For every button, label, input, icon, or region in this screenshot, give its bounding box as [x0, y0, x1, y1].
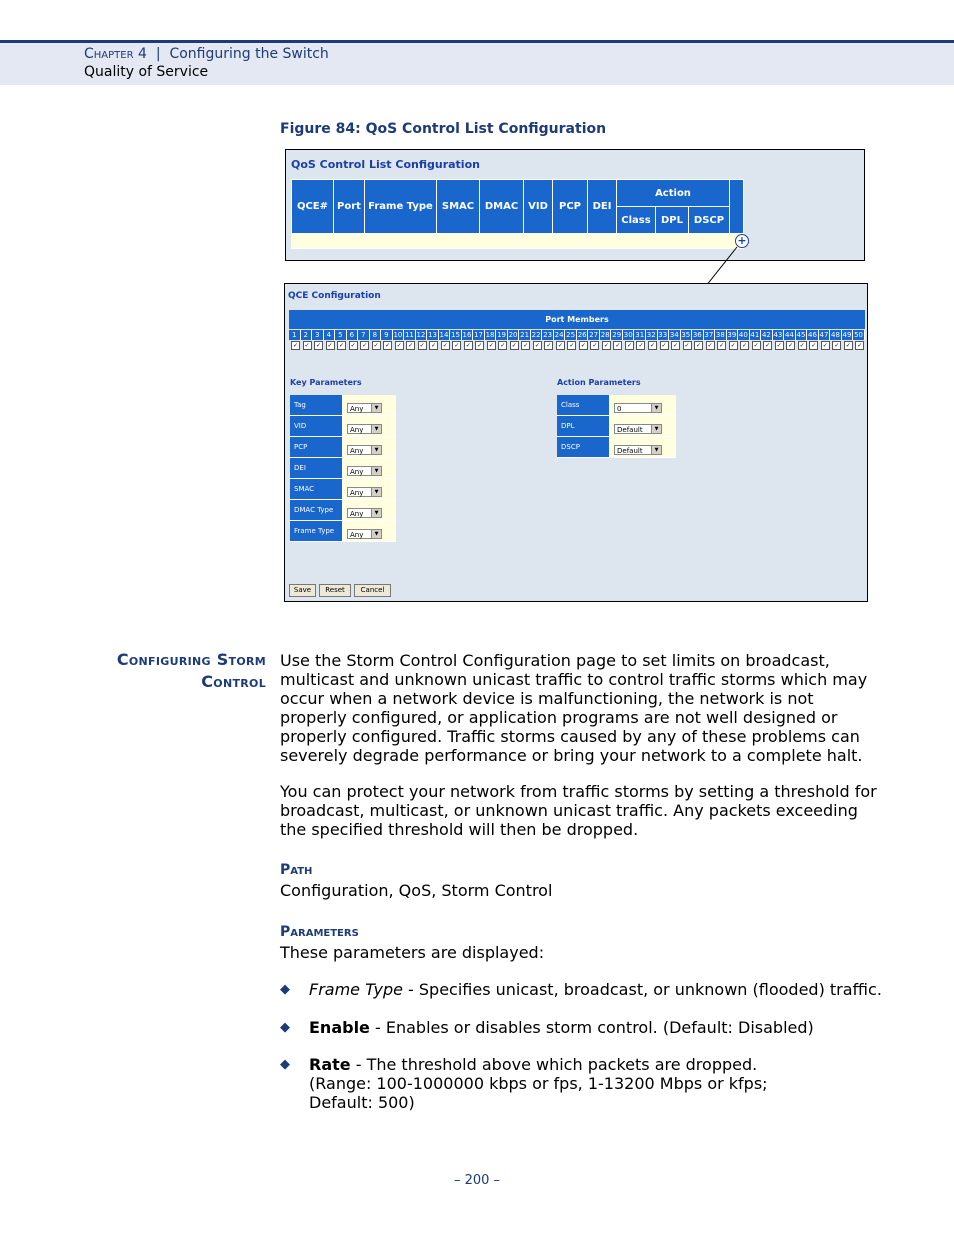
port-number: 15 — [451, 331, 460, 339]
port-checkbox[interactable]: ✓ — [765, 342, 771, 349]
port-number: 43 — [773, 331, 783, 339]
chevron-down-icon: ▼ — [371, 467, 381, 475]
port-number: 35 — [681, 331, 691, 339]
port-number: 28 — [600, 331, 610, 339]
port-checkbox[interactable]: ✓ — [673, 342, 679, 349]
port-checkbox[interactable]: ✓ — [442, 342, 448, 349]
panel-title: QCE Configuration — [288, 291, 381, 301]
port-number: 19 — [497, 331, 506, 339]
plus-circle-icon[interactable]: + — [735, 234, 749, 248]
chevron-down-icon: ▼ — [371, 509, 381, 517]
select-value: Any — [350, 446, 364, 455]
port-number-row — [289, 330, 865, 340]
port-number: 16 — [462, 331, 472, 339]
port-checkbox[interactable]: ✓ — [707, 342, 713, 349]
port-checkbox[interactable]: ✓ — [569, 342, 575, 349]
port-cell — [312, 341, 324, 350]
bullet-range: (Range: 100-1000000 kbps or fps, 1-13200 Mbps or kfps; — [309, 1074, 768, 1093]
port-checkbox[interactable]: ✓ — [396, 342, 402, 349]
port-checkbox[interactable]: ✓ — [419, 342, 425, 349]
parameter-row — [290, 416, 396, 437]
col-smac: SMAC — [437, 180, 480, 234]
port-cell — [634, 341, 646, 350]
action-parameters-title: Action Parameters — [557, 378, 641, 387]
chevron-down-icon: ▼ — [371, 425, 381, 433]
parameter-label: DEI — [290, 458, 343, 479]
intro-paragraph: Use the Storm Control Configuration page to set limits on broadcast, multicast and unknown unicast traffic to control traffic storms which may occur when a network device is malfunctioning, the network is not properly configured, or application programs are not well designed or properly configured. Traffic storms caused by any of these problems can severely degrade performance or bring your network to a complete halt. — [280, 651, 868, 765]
parameter-label: Frame Type — [290, 521, 343, 542]
action-parameters-table — [557, 395, 676, 458]
port-checkbox[interactable]: ✓ — [523, 342, 529, 349]
port-cell — [681, 341, 693, 350]
section-heading-line2: Control — [201, 672, 266, 691]
port-cell — [439, 341, 451, 350]
parameter-row — [290, 521, 396, 542]
port-cell — [462, 341, 474, 350]
chevron-down-icon: ▼ — [371, 446, 381, 454]
port-checkbox[interactable]: ✓ — [857, 342, 863, 349]
port-checkbox[interactable]: ✓ — [534, 342, 540, 349]
port-checkbox[interactable]: ✓ — [350, 342, 356, 349]
parameters-heading: Parameters — [280, 924, 359, 940]
port-number: 8 — [370, 330, 382, 340]
port-checkbox[interactable]: ✓ — [615, 342, 621, 349]
port-cell — [853, 341, 865, 350]
path-text: Configuration, QoS, Storm Control — [280, 881, 553, 900]
port-number: 9 — [381, 330, 393, 340]
port-checkbox-row — [289, 341, 865, 350]
port-number: 14 — [439, 331, 449, 339]
port-cell — [473, 341, 485, 350]
port-cell — [324, 341, 336, 350]
qce-configuration-panel — [284, 283, 868, 602]
port-checkbox[interactable]: ✓ — [684, 342, 690, 349]
port-cell — [669, 341, 681, 350]
port-checkbox[interactable]: ✓ — [638, 342, 644, 349]
chapter-title: Configuring the Switch — [169, 46, 329, 62]
port-cell — [715, 341, 727, 350]
port-checkbox[interactable]: ✓ — [788, 342, 794, 349]
port-cell — [761, 341, 773, 350]
port-number: 3 — [312, 330, 324, 340]
port-cell — [646, 341, 658, 350]
port-number: 44 — [784, 331, 794, 339]
port-cell — [738, 341, 750, 350]
port-number: 40 — [738, 331, 748, 339]
parameter-label: DSCP — [557, 437, 610, 458]
chevron-down-icon: ▼ — [651, 425, 661, 433]
port-cell — [842, 341, 854, 350]
port-cell — [704, 341, 716, 350]
parameter-select[interactable] — [347, 508, 382, 518]
chevron-down-icon: ▼ — [651, 404, 661, 412]
parameter-row — [290, 458, 396, 479]
port-number: 22 — [531, 331, 541, 339]
select-value: Any — [350, 404, 364, 413]
port-number: 25 — [566, 331, 576, 339]
port-cell — [658, 341, 670, 350]
col-dscp: DSCP — [689, 207, 730, 234]
col-frame-type: Frame Type — [365, 180, 437, 234]
bullet-default: Default: 500) — [309, 1093, 415, 1112]
parameter-label: Class — [557, 395, 610, 416]
port-cell — [301, 341, 313, 350]
port-checkbox[interactable]: ✓ — [431, 342, 437, 349]
parameter-select[interactable] — [614, 403, 662, 413]
port-number: 47 — [819, 331, 829, 339]
port-number: 1 — [289, 330, 301, 340]
parameter-row — [557, 395, 676, 416]
select-value: Any — [350, 530, 364, 539]
port-number: 18 — [485, 331, 495, 339]
chevron-down-icon: ▼ — [371, 404, 381, 412]
port-checkbox[interactable]: ✓ — [316, 342, 322, 349]
port-number: 48 — [831, 331, 840, 339]
port-checkbox[interactable]: ✓ — [500, 342, 506, 349]
col-class: Class — [617, 207, 656, 234]
port-number: 13 — [427, 331, 437, 339]
port-checkbox[interactable]: ✓ — [626, 342, 632, 349]
select-value: Any — [350, 509, 364, 518]
port-number: 38 — [715, 331, 725, 339]
port-cell — [727, 341, 739, 350]
port-cell — [542, 341, 554, 350]
port-cell — [370, 341, 382, 350]
port-cell — [508, 341, 520, 350]
port-cell — [692, 341, 704, 350]
port-checkbox[interactable]: ✓ — [799, 342, 805, 349]
select-value: Any — [350, 425, 364, 434]
col-port: Port — [334, 180, 365, 234]
port-number: 36 — [692, 331, 702, 339]
parameter-select[interactable] — [347, 445, 382, 455]
port-checkbox[interactable]: ✓ — [834, 342, 840, 349]
chevron-down-icon: ▼ — [371, 530, 381, 538]
port-checkbox[interactable]: ✓ — [730, 342, 736, 349]
port-number: 34 — [669, 331, 679, 339]
port-cell — [381, 341, 393, 350]
port-number: 4 — [324, 330, 336, 340]
port-cell — [531, 341, 543, 350]
port-cell — [773, 341, 785, 350]
port-checkbox[interactable]: ✓ — [511, 342, 517, 349]
parameter-select[interactable] — [614, 445, 662, 455]
port-number: 6 — [347, 330, 359, 340]
port-cell — [404, 341, 416, 350]
port-checkbox[interactable]: ✓ — [696, 342, 702, 349]
port-checkbox[interactable]: ✓ — [327, 342, 333, 349]
port-checkbox[interactable]: ✓ — [603, 342, 609, 349]
parameter-label: PCP — [290, 437, 343, 458]
port-checkbox[interactable]: ✓ — [719, 342, 725, 349]
port-cell — [565, 341, 577, 350]
port-checkbox[interactable]: ✓ — [580, 342, 586, 349]
port-cell — [750, 341, 762, 350]
parameter-select[interactable] — [347, 466, 382, 476]
parameter-row — [557, 437, 676, 458]
parameter-label: SMAC — [290, 479, 343, 500]
port-cell — [830, 341, 842, 350]
parameter-select[interactable] — [347, 529, 382, 539]
col-dpl: DPL — [656, 207, 689, 234]
port-checkbox[interactable]: ✓ — [546, 342, 552, 349]
col-dei: DEI — [588, 180, 617, 234]
port-number: 29 — [612, 331, 622, 339]
key-parameters-title: Key Parameters — [290, 378, 362, 387]
parameter-select[interactable] — [347, 487, 382, 497]
port-cell — [554, 341, 566, 350]
bullet-desc: - Specifies unicast, broadcast, or unknown (flooded) traffic. — [402, 980, 882, 999]
parameter-row — [290, 479, 396, 500]
port-number: 33 — [658, 331, 668, 339]
parameter-select[interactable] — [614, 424, 662, 434]
port-number: 5 — [335, 330, 347, 340]
port-checkbox[interactable]: ✓ — [811, 342, 817, 349]
port-checkbox[interactable]: ✓ — [304, 342, 310, 349]
save-button[interactable]: Save — [289, 584, 316, 597]
path-heading: Path — [280, 862, 313, 878]
port-cell — [796, 341, 808, 350]
figure-caption: Figure 84: QoS Control List Configuration — [280, 121, 607, 137]
port-cell — [289, 341, 301, 350]
reset-button[interactable]: Reset — [319, 584, 351, 597]
port-checkbox[interactable]: ✓ — [373, 342, 379, 349]
parameter-row — [290, 437, 396, 458]
port-number: 23 — [543, 331, 553, 339]
port-cell — [450, 341, 462, 350]
port-number: 21 — [520, 331, 530, 339]
port-number: 41 — [750, 331, 760, 339]
cancel-button[interactable]: Cancel — [354, 584, 391, 597]
port-cell — [485, 341, 497, 350]
port-number: 27 — [589, 331, 599, 339]
bullet-term: Enable — [309, 1018, 370, 1037]
port-checkbox[interactable]: ✓ — [776, 342, 782, 349]
port-checkbox[interactable]: ✓ — [408, 342, 414, 349]
diamond-bullet-icon: ◆ — [280, 1057, 290, 1072]
select-value: Any — [350, 488, 364, 497]
port-checkbox[interactable]: ✓ — [454, 342, 460, 349]
parameters-intro: These parameters are displayed: — [280, 943, 545, 962]
port-checkbox[interactable]: ✓ — [845, 342, 851, 349]
select-value: Default — [617, 446, 643, 455]
parameter-label: DPL — [557, 416, 610, 437]
port-cell — [358, 341, 370, 350]
port-checkbox[interactable]: ✓ — [592, 342, 598, 349]
port-checkbox[interactable]: ✓ — [557, 342, 563, 349]
port-checkbox[interactable]: ✓ — [488, 342, 494, 349]
port-number: 45 — [796, 331, 806, 339]
select-value: Default — [617, 425, 643, 434]
select-value: 0 — [617, 404, 622, 413]
section-name: Quality of Service — [84, 64, 209, 80]
panel-title: QoS Control List Configuration — [291, 158, 480, 171]
col-action: Action — [617, 180, 730, 207]
chevron-down-icon: ▼ — [371, 488, 381, 496]
port-checkbox[interactable]: ✓ — [362, 342, 368, 349]
port-number: 17 — [474, 331, 483, 339]
port-checkbox[interactable]: ✓ — [649, 342, 655, 349]
port-number: 12 — [416, 331, 426, 339]
port-cell — [611, 341, 623, 350]
port-checkbox[interactable]: ✓ — [753, 342, 759, 349]
port-number: 37 — [704, 331, 714, 339]
port-checkbox[interactable]: ✓ — [385, 342, 391, 349]
port-number: 31 — [635, 331, 645, 339]
port-cell — [819, 341, 831, 350]
diamond-bullet-icon: ◆ — [280, 1020, 290, 1035]
port-checkbox[interactable]: ✓ — [292, 342, 299, 349]
parameter-label: Tag — [290, 395, 343, 416]
port-checkbox[interactable]: ✓ — [661, 342, 667, 349]
bullet-desc: - Enables or disables storm control. (Default: Disabled) — [369, 1018, 814, 1037]
bullet-term: Rate — [309, 1055, 351, 1074]
port-checkbox[interactable]: ✓ — [339, 342, 345, 349]
col-pcp: PCP — [553, 180, 588, 234]
port-cell — [519, 341, 531, 350]
port-cell — [347, 341, 359, 350]
diamond-bullet-icon: ◆ — [280, 982, 290, 997]
port-number: 26 — [577, 331, 587, 339]
port-members-header: Port Members — [289, 310, 865, 329]
port-checkbox[interactable]: ✓ — [465, 342, 471, 349]
key-parameters-table — [290, 395, 396, 542]
port-checkbox[interactable]: ✓ — [477, 342, 483, 349]
port-cell — [577, 341, 589, 350]
port-cell — [807, 341, 819, 350]
port-cell — [427, 341, 439, 350]
port-number: 10 — [393, 331, 403, 339]
port-cell — [496, 341, 508, 350]
port-number: 2 — [301, 330, 313, 340]
col-dmac: DMAC — [480, 180, 524, 234]
threshold-paragraph: You can protect your network from traffic storms by setting a threshold for broadcast, multicast, or unknown unicast traffic. Any packets exceeding the specified threshold will then be dropped. — [280, 782, 877, 839]
port-cell — [784, 341, 796, 350]
port-number: 46 — [808, 331, 817, 339]
port-cell — [623, 341, 635, 350]
bullet-term: Frame Type — [309, 980, 403, 999]
chevron-down-icon: ▼ — [651, 446, 661, 454]
col-vid: VID — [524, 180, 553, 234]
port-number: 49 — [842, 331, 852, 339]
port-checkbox[interactable]: ✓ — [742, 342, 748, 349]
section-heading-line1: Configuring Storm — [116, 650, 266, 669]
port-number: 7 — [358, 330, 370, 340]
parameter-row — [290, 395, 396, 416]
bullet-desc: - The threshold above which packets are dropped. — [350, 1055, 758, 1074]
header-separator: | — [155, 46, 161, 62]
select-value: Any — [350, 467, 364, 476]
parameter-label: VID — [290, 416, 343, 437]
port-number: 20 — [508, 331, 518, 339]
port-number: 39 — [727, 331, 737, 339]
page-number: – 200 – — [453, 1173, 501, 1188]
port-cell — [588, 341, 600, 350]
parameter-row — [557, 416, 676, 437]
col-qce: QCE# — [292, 180, 334, 234]
parameter-select[interactable] — [347, 424, 382, 434]
port-number: 50 — [854, 331, 863, 339]
port-number: 32 — [646, 331, 656, 339]
port-number: 24 — [554, 331, 564, 339]
parameter-label: DMAC Type — [290, 500, 343, 521]
port-cell — [416, 341, 428, 350]
port-number: 11 — [404, 331, 414, 339]
parameter-select[interactable] — [347, 403, 382, 413]
port-cell — [393, 341, 405, 350]
port-number: 42 — [761, 331, 771, 339]
port-cell — [600, 341, 612, 350]
port-cell — [335, 341, 347, 350]
port-number: 30 — [623, 331, 633, 339]
parameter-row — [290, 500, 396, 521]
port-checkbox[interactable]: ✓ — [822, 342, 828, 349]
chapter-label: Chapter 4 — [84, 46, 147, 62]
